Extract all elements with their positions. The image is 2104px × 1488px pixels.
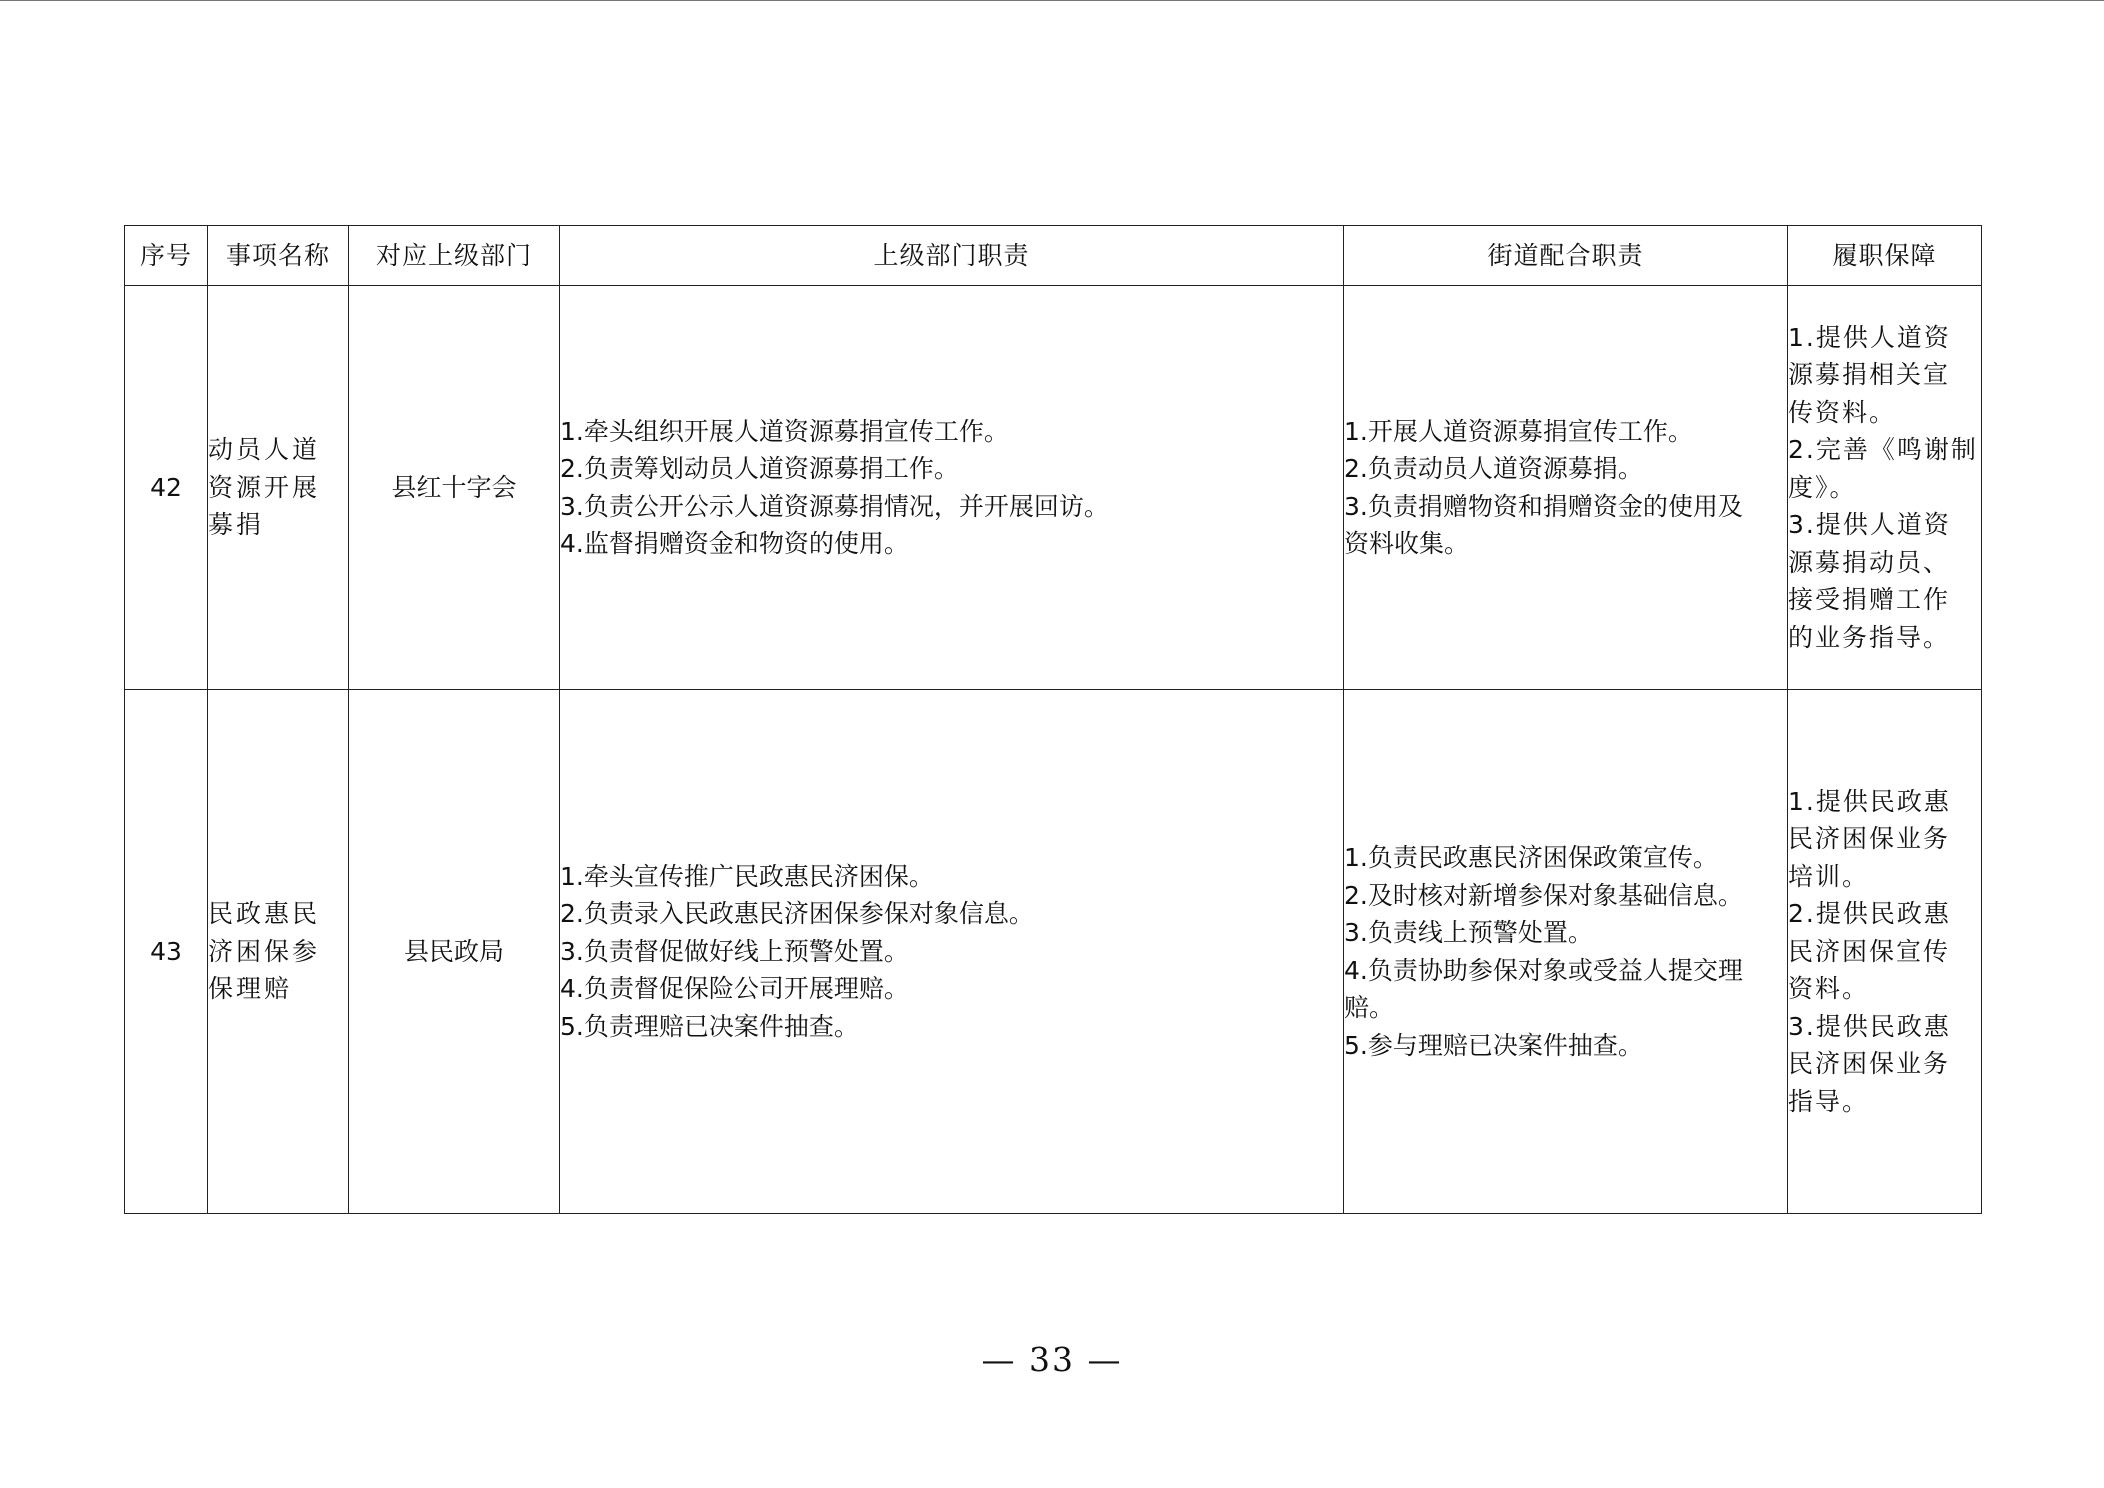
guarantee-cell <box>1788 286 1982 690</box>
duty-table <box>124 225 1982 1214</box>
table-row <box>125 690 1982 1214</box>
upper-duty-line: 4.监督捐赠资金和物资的使用。 <box>560 529 909 558</box>
guarantee-line: 1.提供民政惠 <box>1788 786 1951 816</box>
header-row <box>125 226 1982 286</box>
guarantee-line: 指导。 <box>1788 1086 1870 1116</box>
guarantee-line: 2.提供民政惠 <box>1788 899 1951 929</box>
upper-duty-cell <box>560 690 1344 1214</box>
guarantee-line: 度》。 <box>1788 472 1857 502</box>
upper-duty-cell <box>560 286 1344 690</box>
item-name-line: 动员人道 <box>208 435 321 465</box>
guarantee-line: 民济困保宣传 <box>1788 936 1951 966</box>
street-duty-line: 1.负责民政惠民济困保政策宣传。 <box>1344 843 1718 872</box>
guarantee-line: 的业务指导。 <box>1788 622 1951 652</box>
guarantee-cell <box>1788 690 1982 1214</box>
upper-duty-line: 2.负责录入民政惠民济困保参保对象信息。 <box>560 899 1034 929</box>
street-duty-line: 2.负责动员人道资源募捐。 <box>1344 454 1643 483</box>
header-item-name: 事项名称 <box>208 226 349 286</box>
upper-duty-line: 1.牵头组织开展人道资源募捐宣传工作。 <box>560 416 1009 446</box>
street-duty-line: 3.负责线上预警处置。 <box>1344 918 1593 947</box>
table-row <box>125 286 1982 690</box>
item-name-line: 保理赔 <box>208 974 293 1004</box>
header-upper-duty: 上级部门职责 <box>560 226 1344 286</box>
dept-cell: 县红十字会 <box>349 286 560 690</box>
upper-duty-line: 3.负责公开公示人道资源募捐情况，并开展回访。 <box>560 491 1109 521</box>
street-duty-line: 1.开展人道资源募捐宣传工作。 <box>1344 416 1693 446</box>
item-name-line: 济困保参 <box>208 936 321 966</box>
street-duty-line: 4.负责协助参保对象或受益人提交理 <box>1344 955 1743 985</box>
street-duty-line: 3.负责捐赠物资和捐赠资金的使用及 <box>1344 491 1743 521</box>
upper-duty-line: 2.负责筹划动员人道资源募捐工作。 <box>560 454 959 483</box>
guarantee-line: 接受捐赠工作 <box>1788 585 1951 615</box>
street-duty-cell <box>1344 690 1788 1214</box>
guarantee-line: 民济困保业务 <box>1788 824 1951 854</box>
upper-duty-line: 1.牵头宣传推广民政惠民济困保。 <box>560 861 934 891</box>
street-duty-line: 5.参与理赔已决案件抽查。 <box>1344 1030 1643 1060</box>
upper-duty-line: 5.负责理赔已决案件抽查。 <box>560 1011 859 1041</box>
header-dept: 对应上级部门 <box>349 226 560 286</box>
upper-duty-line: 3.负责督促做好线上预警处置。 <box>560 936 909 966</box>
guarantee-line: 1.提供人道资 <box>1788 322 1951 352</box>
row-number: 42 <box>125 286 208 690</box>
guarantee-line: 3.提供人道资 <box>1788 510 1951 540</box>
street-duty-line: 资料收集。 <box>1344 529 1470 558</box>
upper-duty-line: 4.负责督促保险公司开展理赔。 <box>560 974 909 1004</box>
guarantee-line: 民济困保业务 <box>1788 1049 1951 1079</box>
page-top-border <box>0 0 2104 1</box>
guarantee-line: 3.提供民政惠 <box>1788 1011 1951 1041</box>
item-name-line: 募捐 <box>208 510 265 540</box>
header-num: 序号 <box>125 226 208 286</box>
item-name-line: 民政惠民 <box>208 899 321 929</box>
street-duty-line: 2.及时核对新增参保对象基础信息。 <box>1344 880 1743 910</box>
header-guarantee: 履职保障 <box>1788 226 1982 286</box>
header-street-duty: 街道配合职责 <box>1344 226 1788 286</box>
street-duty-cell <box>1344 286 1788 690</box>
guarantee-line: 传资料。 <box>1788 397 1897 427</box>
guarantee-line: 培训。 <box>1788 861 1870 891</box>
row-number: 43 <box>125 690 208 1214</box>
item-name-cell <box>208 690 349 1214</box>
page-number: — 33 — <box>981 1340 1123 1379</box>
street-duty-line: 赔。 <box>1344 993 1395 1022</box>
guarantee-line: 源募捐动员、 <box>1788 547 1951 577</box>
item-name-cell <box>208 286 349 690</box>
dept-cell: 县民政局 <box>349 690 560 1214</box>
guarantee-line: 资料。 <box>1788 974 1870 1004</box>
guarantee-line: 2.完善《鸣谢制 <box>1788 435 1978 465</box>
item-name-line: 资源开展 <box>208 472 321 502</box>
guarantee-line: 源募捐相关宣 <box>1788 360 1951 390</box>
